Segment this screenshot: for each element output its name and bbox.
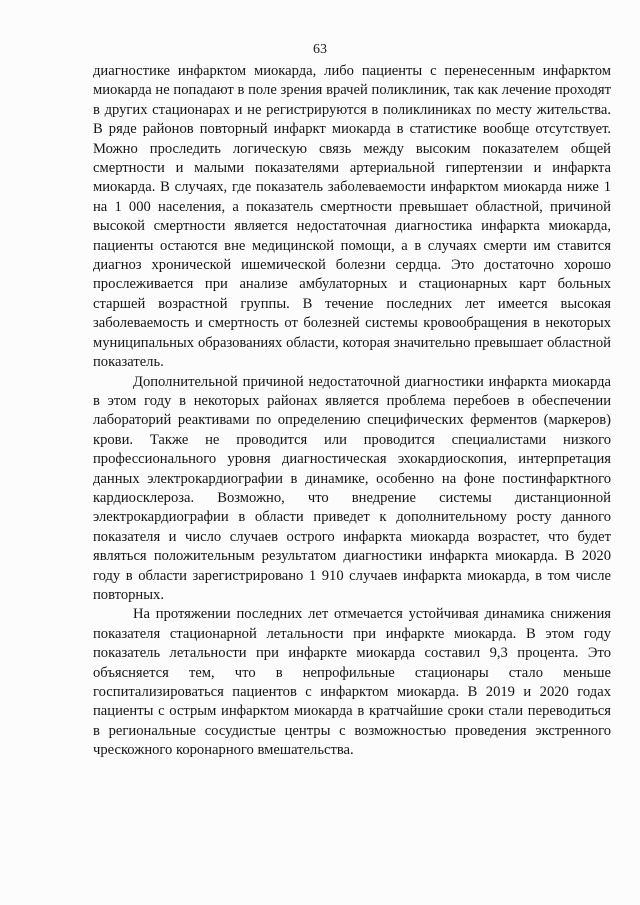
page-number: 63: [313, 42, 327, 57]
paragraph-2: Дополнительной причиной недостаточной диагностики инфаркта миокарда в этом году в некоторых районах является проблема перебоев в обеспечении лабораторий реактивами по определению специфических ферментов (маркеров) крови. Также не проводится или проводится специалистами низкого профессионального уровня диагностическая эхокардиоскопия, интерпретация данных электрокардиографии в динамике, особенно на фоне постинфарктного кардиосклероза. Возможно, что внедрение системы дистанционной электрокардиографии в области приведет к дополнительному росту данного показателя и число случаев острого инфаркта миокарда возрастет, что будет являться положительным результатом диагностики инфаркта миокарда. В 2020 году в области зарегистрировано 1 910 случаев инфаркта миокарда, в том числе повторных.: [93, 373, 611, 603]
paragraph-1: диагностике инфарктом миокарда, либо пациенты с перенесенным инфарктом миокарда не попадают в поле зрения врачей поликлиник, так как лечение проходят в других стационарах и не регистрируются в поликлиниках по месту жительства. В ряде районов повторный инфаркт миокарда в статистике вообще отсутствует. Можно проследить логическую связь между высоким показателем общей смертности и малыми показателями артериальной гипертензии и инфаркта миокарда. В случаях, где показатель заболеваемости инфарктом миокарда ниже 1 на 1 000 населения, а показатель смертности превышает областной, причиной высокой смертности является недостаточная диагностика инфаркта миокарда, пациенты остаются вне медицинской помощи, а в случаях смерти им ставится диагноз хронической ишемической болезни сердца. Это достаточно хорошо прослеживается при анализе амбулаторных и стационарных карт больных старшей возрастной группы. В течение последних лет имеется высокая заболеваемость и смертность от болезней системы кровообращения в некоторых муниципальных образованиях области, которая значительно превышает областной показатель.: [93, 63, 611, 371]
body-text: [93, 62, 611, 761]
paragraph-3: На протяжении последних лет отмечается устойчивая динамика снижения показателя стационарной летальности при инфаркте миокарда. В этом году показатель летальности при инфаркте миокарда составил 9,3 процента. Это объясняется тем, что в непрофильные стационары стало меньше госпитализироваться пациентов с инфарктом миокарда. В 2019 и 2020 годах пациенты с острым инфарктом миокарда в кратчайшие сроки стали переводиться в региональные сосудистые центры с возможностью проведения экстренного чрескожного коронарного вмешательства.: [93, 606, 611, 759]
